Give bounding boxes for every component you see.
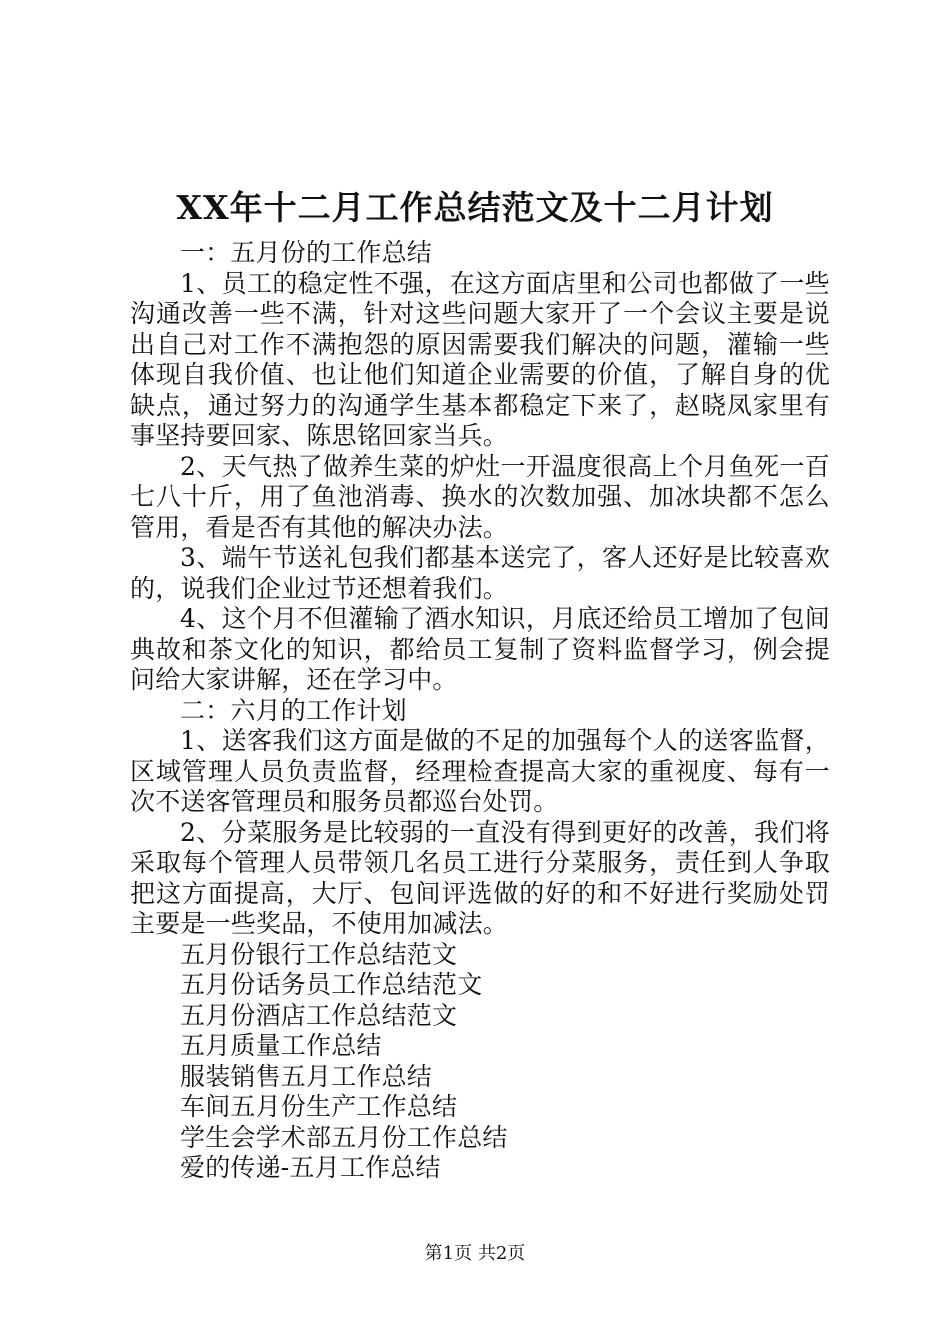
section1-item-3: 3、端午节送礼包我们都基本送完了，客人还好是比较喜欢的，说我们企业过节还想着我们。 bbox=[130, 543, 830, 603]
related-article-link[interactable]: 服装销售五月工作总结 bbox=[180, 1061, 433, 1091]
section1-item-1: 1、员工的稳定性不强，在这方面店里和公司也都做了一些沟通改善一些不满，针对这些问题大家开了一个会议主要是说出自己对工作不满抱怨的原因需要我们解决的问题，灌输一些体现自我价值、也让他们知道企业需要的价值，了解自身的优缺点，通过努力的沟通学生基本都稳定下来了，赵晓凤家里有事坚持要回家、陈思铭回家当兵。 bbox=[130, 268, 830, 450]
related-article-link[interactable]: 五月份话务员工作总结范文 bbox=[180, 970, 483, 999]
related-article-link[interactable]: 五月质量工作总结 bbox=[180, 1031, 382, 1060]
section1-item-2: 2、天气热了做养生菜的炉灶一开温度很高上个月鱼死一百七八十斤，用了鱼池消毒、换水的次数加强、加冰块都不怎么管用，看是否有其他的解决办法。 bbox=[130, 451, 830, 542]
related-article-link[interactable]: 学生会学术部五月份工作总结 bbox=[180, 1122, 508, 1152]
section1-heading: 一：五月份的工作总结 bbox=[180, 238, 433, 267]
document-title: XX年十二月工作总结范文及十二月计划 bbox=[176, 188, 774, 227]
related-article-link[interactable]: 车间五月份生产工作总结 bbox=[180, 1092, 458, 1121]
section2-heading: 二：六月的工作计划 bbox=[180, 695, 407, 725]
page-indicator: 第1页 共2页 bbox=[424, 1243, 526, 1264]
section2-item-2: 2、分菜服务是比较弱的一直没有得到更好的改善，我们将采取每个管理人员带领几名员工进行分菜服务，责任到人争取把这方面提高，大厅、包间评选做的好的和不好进行奖励处罚主要是一些奖品，不使用加减法。 bbox=[130, 817, 830, 938]
related-articles-list bbox=[130, 940, 830, 1184]
document-body bbox=[130, 238, 830, 1184]
related-article-link[interactable]: 五月份银行工作总结范文 bbox=[180, 939, 458, 969]
related-article-link[interactable]: 爱的传递-五月工作总结 bbox=[180, 1153, 441, 1182]
section2-item-1: 1、送客我们这方面是做的不足的加强每个人的送客监督，区域管理人员负责监督，经理检查提高大家的重视度、每有一次不送客管理员和服务员都巡台处罚。 bbox=[130, 726, 830, 816]
section1-item-4: 4、这个月不但灌输了酒水知识，月底还给员工增加了包间典故和茶文化的知识，都给员工复制了资料监督学习，例会提问给大家讲解，还在学习中。 bbox=[130, 604, 830, 694]
related-article-link[interactable]: 五月份酒店工作总结范文 bbox=[180, 1000, 458, 1030]
